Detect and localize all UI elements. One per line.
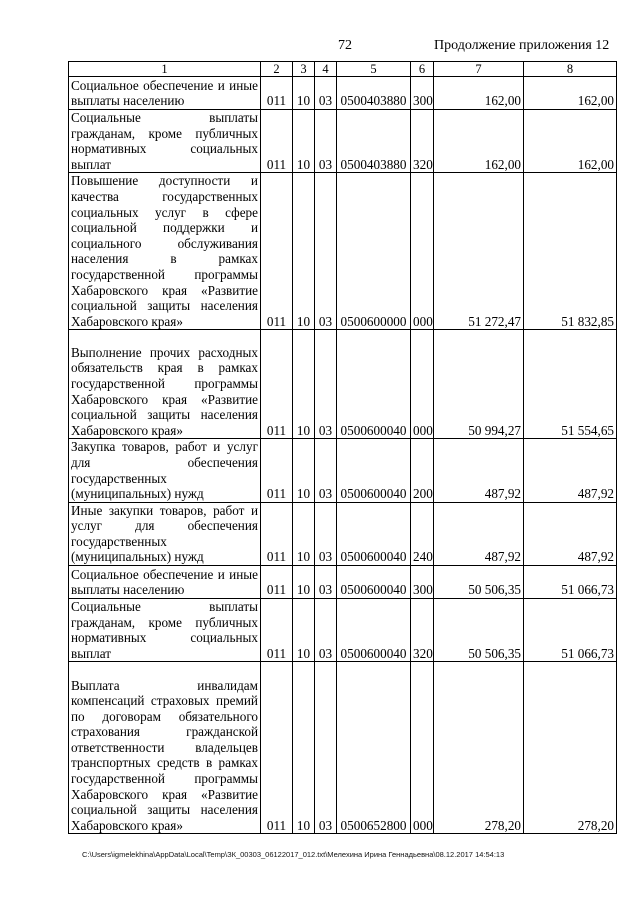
ministry-code-cell: 011 — [261, 77, 293, 110]
subsection-code-cell: 03 — [315, 330, 337, 439]
row-name-cell: Закупка товаров, работ и услуг для обеспечения государственных (муниципальных) нужд — [69, 439, 261, 502]
table-row — [69, 566, 617, 599]
expense-type-cell: 300 — [411, 77, 434, 110]
section-code-cell: 10 — [293, 662, 315, 834]
column-header: 8 — [524, 62, 617, 77]
ministry-code-cell: 011 — [261, 110, 293, 173]
amount-year2-cell: 162,00 — [524, 110, 617, 173]
column-header: 1 — [69, 62, 261, 77]
amount-year1-cell: 487,92 — [434, 439, 524, 502]
expense-type-cell: 000 — [411, 330, 434, 439]
row-name-cell: Повышение доступности и качества государственных социальных услуг в сфере социальной поддержки и социального обслуживания населения в рамках государственной программы Хабаровского края «Развитие социальной защиты населения Хабаровского края» — [69, 173, 261, 330]
amount-year2-cell: 51 832,85 — [524, 173, 617, 330]
amount-year1-cell: 162,00 — [434, 77, 524, 110]
expense-type-cell: 000 — [411, 662, 434, 834]
section-code-cell: 10 — [293, 77, 315, 110]
column-header: 6 — [411, 62, 434, 77]
continuation-label: Продолжение приложения 12 — [434, 38, 610, 53]
ministry-code-cell: 011 — [261, 662, 293, 834]
target-article-cell: 0500652800 — [337, 662, 411, 834]
footer-file-path: C:\Users\igmelekhina\AppData\Local\Temp\ЗК_00303_06122017_012.txt\Мелехина Ирина Геннадьевна\08.12.2017 14:54:13 — [82, 850, 505, 859]
amount-year2-cell: 51 554,65 — [524, 330, 617, 439]
subsection-code-cell: 03 — [315, 502, 337, 565]
row-name-cell: Выполнение прочих расходных обязательств края в рамках государственной программы Хабаровского края «Развитие социальной защиты населения Хабаровского края» — [69, 330, 261, 439]
target-article-cell: 0500600040 — [337, 330, 411, 439]
amount-year2-cell: 162,00 — [524, 77, 617, 110]
amount-year1-cell: 487,92 — [434, 502, 524, 565]
page-number: 72 — [338, 38, 352, 53]
target-article-cell: 0500403880 — [337, 110, 411, 173]
amount-year2-cell: 51 066,73 — [524, 599, 617, 662]
subsection-code-cell: 03 — [315, 110, 337, 173]
column-header: 4 — [315, 62, 337, 77]
row-name-cell: Социальные выплаты гражданам, кроме публичных нормативных социальных выплат — [69, 110, 261, 173]
table-row — [69, 502, 617, 565]
expense-type-cell: 320 — [411, 599, 434, 662]
target-article-cell: 0500600040 — [337, 566, 411, 599]
target-article-cell: 0500600040 — [337, 439, 411, 502]
expense-type-cell: 000 — [411, 173, 434, 330]
section-code-cell: 10 — [293, 173, 315, 330]
table-row — [69, 599, 617, 662]
subsection-code-cell: 03 — [315, 173, 337, 330]
amount-year1-cell: 51 272,47 — [434, 173, 524, 330]
ministry-code-cell: 011 — [261, 599, 293, 662]
amount-year1-cell: 50 506,35 — [434, 599, 524, 662]
table-row — [69, 77, 617, 110]
target-article-cell: 0500600040 — [337, 599, 411, 662]
target-article-cell: 0500600000 — [337, 173, 411, 330]
ministry-code-cell: 011 — [261, 502, 293, 565]
column-header: 2 — [261, 62, 293, 77]
amount-year2-cell: 487,92 — [524, 439, 617, 502]
ministry-code-cell: 011 — [261, 566, 293, 599]
row-name-cell: Социальные выплаты гражданам, кроме публичных нормативных социальных выплат — [69, 599, 261, 662]
expense-type-cell: 240 — [411, 502, 434, 565]
expense-type-cell: 200 — [411, 439, 434, 502]
expense-type-cell: 300 — [411, 566, 434, 599]
ministry-code-cell: 011 — [261, 330, 293, 439]
row-name-cell: Иные закупки товаров, работ и услуг для обеспечения государственных (муниципальных) нужд — [69, 502, 261, 565]
amount-year2-cell: 278,20 — [524, 662, 617, 834]
amount-year1-cell: 162,00 — [434, 110, 524, 173]
column-header: 7 — [434, 62, 524, 77]
table-row — [69, 439, 617, 502]
ministry-code-cell: 011 — [261, 173, 293, 330]
target-article-cell: 0500600040 — [337, 502, 411, 565]
section-code-cell: 10 — [293, 330, 315, 439]
ministry-code-cell: 011 — [261, 439, 293, 502]
amount-year2-cell: 51 066,73 — [524, 566, 617, 599]
section-code-cell: 10 — [293, 566, 315, 599]
amount-year1-cell: 50 994,27 — [434, 330, 524, 439]
table-row — [69, 110, 617, 173]
table-row — [69, 662, 617, 834]
row-name-cell: Социальное обеспечение и иные выплаты населению — [69, 77, 261, 110]
amount-year2-cell: 487,92 — [524, 502, 617, 565]
section-code-cell: 10 — [293, 599, 315, 662]
target-article-cell: 0500403880 — [337, 77, 411, 110]
row-name-cell: Социальное обеспечение и иные выплаты населению — [69, 566, 261, 599]
section-code-cell: 10 — [293, 439, 315, 502]
expense-type-cell: 320 — [411, 110, 434, 173]
column-header: 5 — [337, 62, 411, 77]
subsection-code-cell: 03 — [315, 439, 337, 502]
column-header: 3 — [293, 62, 315, 77]
subsection-code-cell: 03 — [315, 77, 337, 110]
table-row — [69, 330, 617, 439]
subsection-code-cell: 03 — [315, 599, 337, 662]
column-number-row — [69, 62, 617, 77]
amount-year1-cell: 278,20 — [434, 662, 524, 834]
budget-table — [68, 61, 617, 834]
subsection-code-cell: 03 — [315, 662, 337, 834]
section-code-cell: 10 — [293, 502, 315, 565]
section-code-cell: 10 — [293, 110, 315, 173]
amount-year1-cell: 50 506,35 — [434, 566, 524, 599]
row-name-cell: Выплата инвалидам компенсаций страховых премий по договорам обязательного страхования гражданской ответственности владельцев транспортных средств в рамках государственной программы Хабаровского края «Развитие социальной защиты населения Хабаровского края» — [69, 662, 261, 834]
table-row — [69, 173, 617, 330]
subsection-code-cell: 03 — [315, 566, 337, 599]
